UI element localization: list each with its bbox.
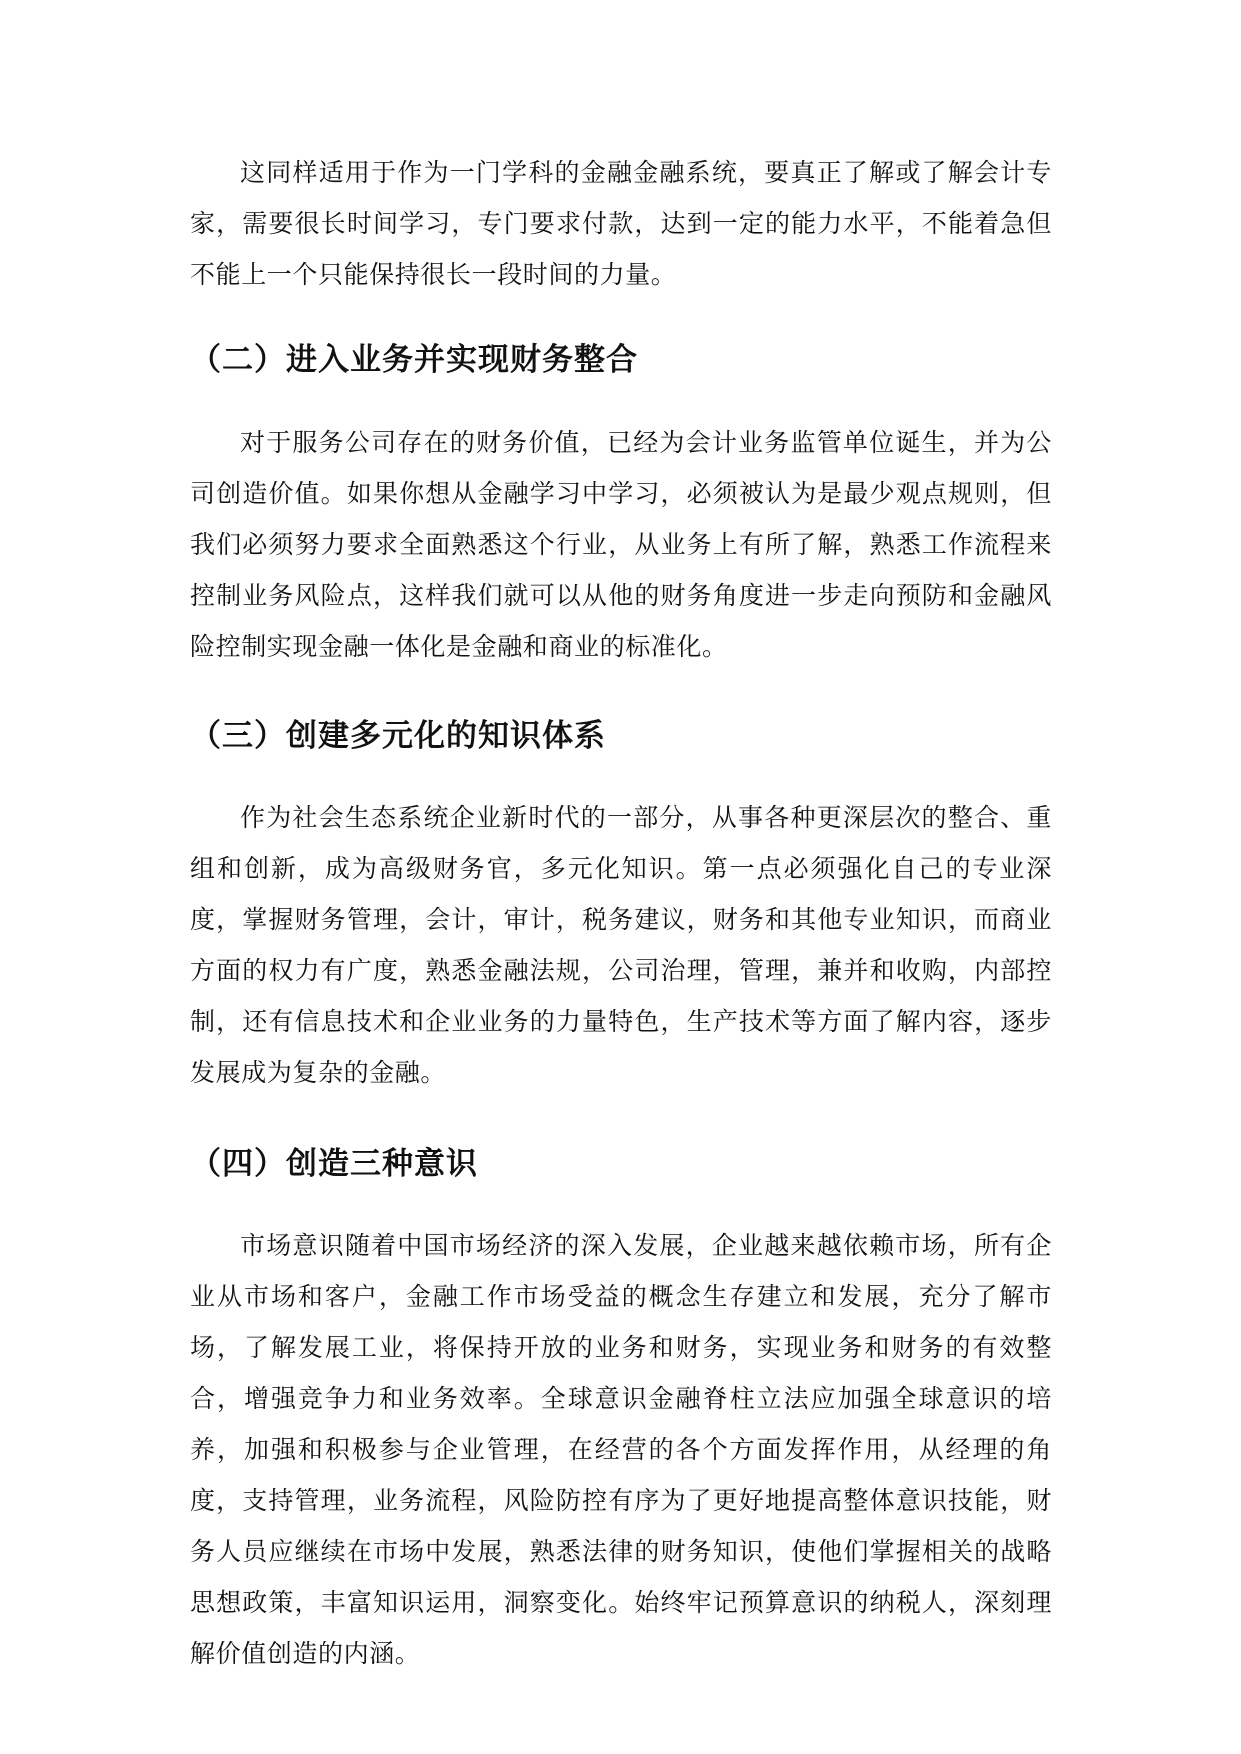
- document-page: [190, 147, 1052, 1679]
- paragraph-three-awareness: 市场意识随着中国市场经济的深入发展，企业越来越依赖市场，所有企业从市场和客户，金融工作市场受益的概念生存建立和发展，充分了解市场，了解发展工业，将保持开放的业务和财务，实现业务和财务的有效整合，增强竞争力和业务效率。全球意识金融脊柱立法应加强全球意识的培养，加强和积极参与企业管理，在经营的各个方面发挥作用，从经理的角度，支持管理，业务流程，风险防控有序为了更好地提高整体意识技能，财务人员应继续在市场中发展，熟悉法律的财务知识，使他们掌握相关的战略思想政策，丰富知识运用，洞察变化。始终牢记预算意识的纳税人，深刻理解价值创造的内涵。: [190, 1231, 1052, 1668]
- section-heading-knowledge-system: （三）创建多元化的知识体系: [190, 718, 606, 754]
- paragraph-knowledge-system: 作为社会生态系统企业新时代的一部分，从事各种更深层次的整合、重组和创新，成为高级财务官，多元化知识。第一点必须强化自己的专业深度，掌握财务管理，会计，审计，税务建议，财务和其他专业知识，而商业方面的权力有广度，熟悉金融法规，公司治理，管理，兼并和收购，内部控制，还有信息技术和企业业务的力量特色，生产技术等方面了解内容，逐步发展成为复杂的金融。: [190, 803, 1052, 1087]
- paragraph-business-integration: 对于服务公司存在的财务价值，已经为会计业务监管单位诞生，并为公司创造价值。如果你想从金融学习中学习，必须被认为是最少观点规则，但我们必须努力要求全面熟悉这个行业，从业务上有所了解，熟悉工作流程来控制业务风险点，这样我们就可以从他的财务角度进一步走向预防和金融风险控制实现金融一体化是金融和商业的标准化。: [190, 428, 1052, 661]
- paragraph-finance-learning: 这同样适用于作为一门学科的金融金融系统，要真正了解或了解会计专家，需要很长时间学习，专门要求付款，达到一定的能力水平，不能着急但不能上一个只能保持很长一段时间的力量。: [190, 158, 1052, 289]
- section-heading-three-awareness: （四）创造三种意识: [190, 1146, 478, 1182]
- section-heading-business-integration: （二）进入业务并实现财务整合: [190, 342, 638, 378]
